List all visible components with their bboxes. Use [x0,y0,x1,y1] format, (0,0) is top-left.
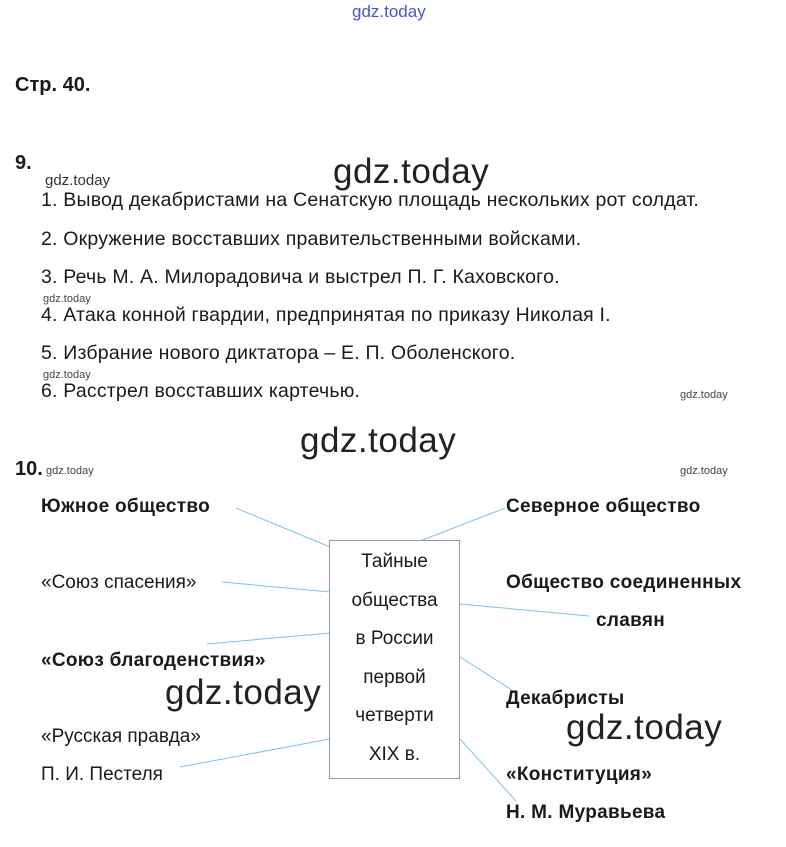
watermark-tiny: gdz.today [680,389,728,401]
center-line: первой [363,666,426,688]
line-welfare [207,633,330,644]
label-union-of-welfare: «Союз благоденствия» [41,650,266,671]
center-line: четверти [355,705,434,726]
label-muravyov: Н. М. Муравьева [506,802,666,823]
center-line: общества [351,589,438,611]
watermark-tiny: gdz.today [46,465,94,477]
watermark-big: gdz.today [165,673,322,712]
watermark-tiny: gdz.today [43,293,91,305]
label-constitution: «Конституция» [506,764,653,785]
watermark-big: gdz.today [300,421,457,460]
label-united-slavs-1: Общество соединенных [506,572,742,593]
label-united-slavs-2: славян [596,610,665,631]
watermark-tiny: gdz.today [680,465,728,477]
label-pestel: П. И. Пестеля [41,764,163,785]
task-9-item: 2. Окружение восставших правительственными войсками. [41,228,582,250]
label-decembrists: Декабристы [506,688,625,709]
center-line: XIX в. [368,743,421,765]
line-decembrists [460,657,512,690]
line-salvation [222,582,330,592]
watermark-top: gdz.today [352,2,426,21]
label-russkaya-pravda: «Русская правда» [41,726,201,747]
line-southern [236,508,330,547]
center-line: в России [355,628,434,649]
task-10-number: 10. [15,458,43,480]
watermark-small: gdz.today [45,172,111,189]
watermark-big: gdz.today [566,708,723,747]
label-southern-society: Южное общество [41,496,211,517]
task-9-item: 5. Избрание нового диктатора – Е. П. Оболенского. [41,342,516,364]
label-northern-society: Северное общество [506,496,701,517]
line-united [460,604,589,616]
center-title [329,543,460,774]
task-9-item: 3. Речь М. А. Милорадовича и выстрел П. Г. Каховского. [41,266,560,288]
line-pravda [180,739,330,767]
page-label: Стр. 40. [15,74,91,96]
label-union-of-salvation: «Союз спасения» [41,572,197,593]
line-northern [420,508,505,541]
watermark-tiny: gdz.today [43,369,91,381]
task-9-item: 1. Вывод декабристами на Сенатскую площадь нескольких рот солдат. [41,189,700,211]
task-9-item: 4. Атака конной гвардии, предпринятая по приказу Николая I. [41,304,611,326]
task-9-item: 6. Расстрел восставших картечью. [41,380,361,402]
watermark-big: gdz.today [333,152,490,191]
center-line: Тайные [361,551,428,572]
task-9-number: 9. [15,152,32,174]
